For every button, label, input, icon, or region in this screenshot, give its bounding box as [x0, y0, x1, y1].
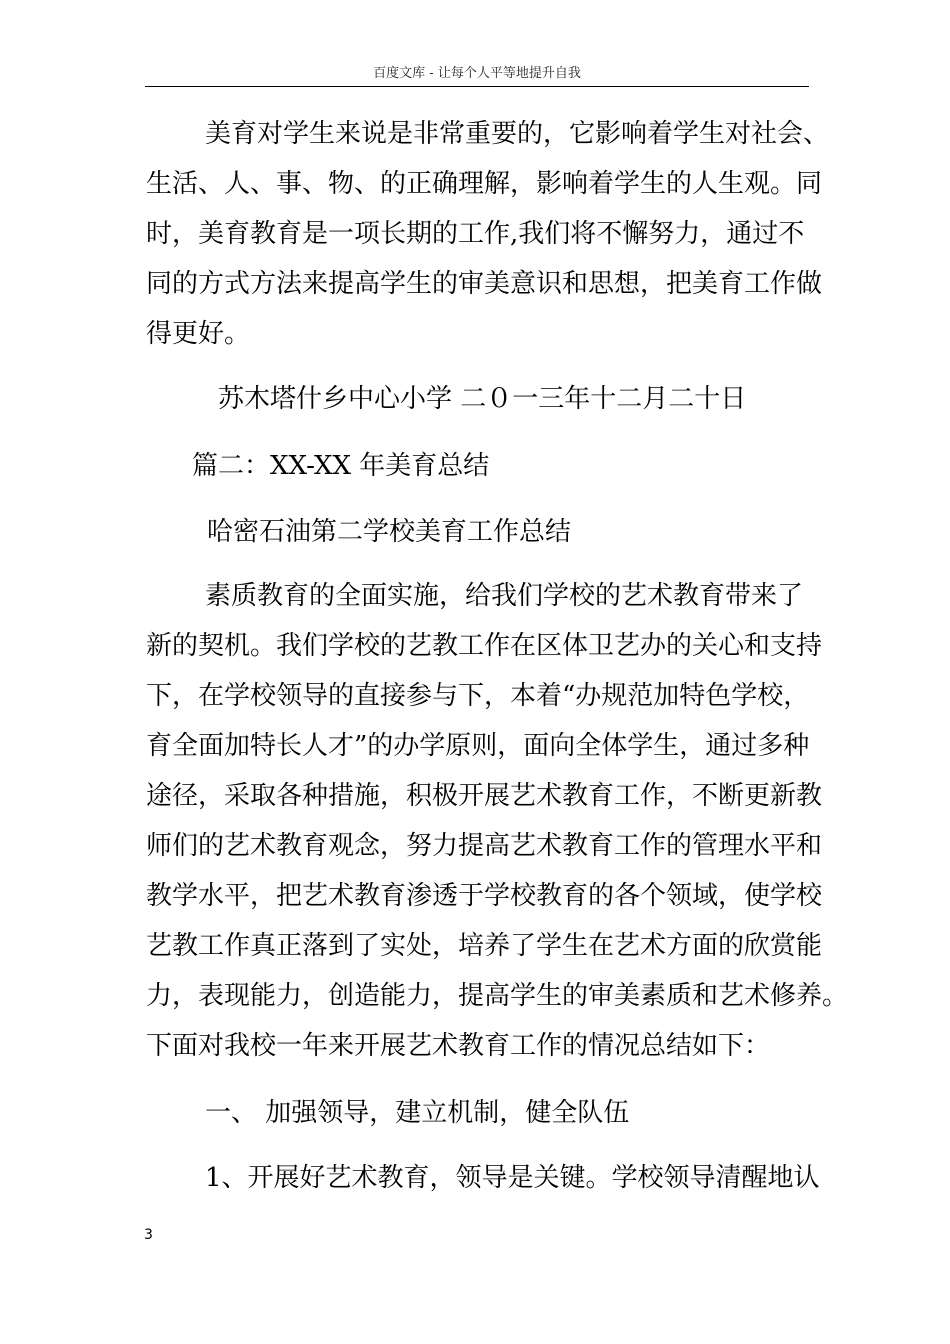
page-number: 3 [144, 1227, 153, 1243]
text-line-20: 1、开展好艺术教育，领导是关键。学校领导清醒地认 [205, 1163, 820, 1193]
text-line-3: 时，美育教育是一项长期的工作,我们将不懈努力，通过不 [146, 219, 805, 249]
document-title: 哈密石油第二学校美育工作总结 [207, 517, 572, 547]
text-line-4: 同的方式方法来提高学生的审美意识和思想，把美育工作做 [146, 269, 823, 299]
text-line-14: 师们的艺术教育观念，努力提高艺术教育工作的管理水平和 [146, 831, 823, 861]
text-line-15: 教学水平，把艺术教育渗透于学校教育的各个领域，使学校 [146, 881, 823, 911]
text-line-17: 力，表现能力，创造能力，提高学生的审美素质和艺术修养。 [146, 981, 849, 1011]
text-line-12: 育全面加特长人才”的办学原则，面向全体学生，通过多种 [146, 731, 810, 761]
text-line-5: 得更好。 [146, 319, 251, 349]
text-line-13: 途径，采取各种措施，积极开展艺术教育工作，不断更新教 [146, 781, 823, 811]
subsection-heading: 一、 加强领导，建立机制，健全队伍 [205, 1098, 630, 1128]
signature-line: 苏木塔什乡中心小学 二０一三年十二月二十日 [218, 384, 747, 414]
section-heading: 篇二：XX-XX 年美育总结 [192, 451, 490, 481]
text-line-11: 下，在学校领导的直接参与下，本着“办规范加特色学校， [146, 681, 810, 711]
text-line-2: 生活、人、事、物、的正确理解，影响着学生的人生观。同 [146, 169, 823, 199]
header-divider [145, 86, 809, 87]
page-header: 百度文库 - 让每个人平等地提升自我 [373, 66, 581, 81]
text-line-18: 下面对我校一年来开展艺术教育工作的情况总结如下： [146, 1031, 771, 1061]
text-line-9: 素质教育的全面实施，给我们学校的艺术教育带来了 [205, 581, 804, 611]
text-line-1: 美育对学生来说是非常重要的，它影响着学生对社会、 [205, 119, 830, 149]
text-line-10: 新的契机。我们学校的艺教工作在区体卫艺办的关心和支持 [146, 631, 823, 661]
text-line-16: 艺教工作真正落到了实处，培养了学生在艺术方面的欣赏能 [146, 931, 823, 961]
